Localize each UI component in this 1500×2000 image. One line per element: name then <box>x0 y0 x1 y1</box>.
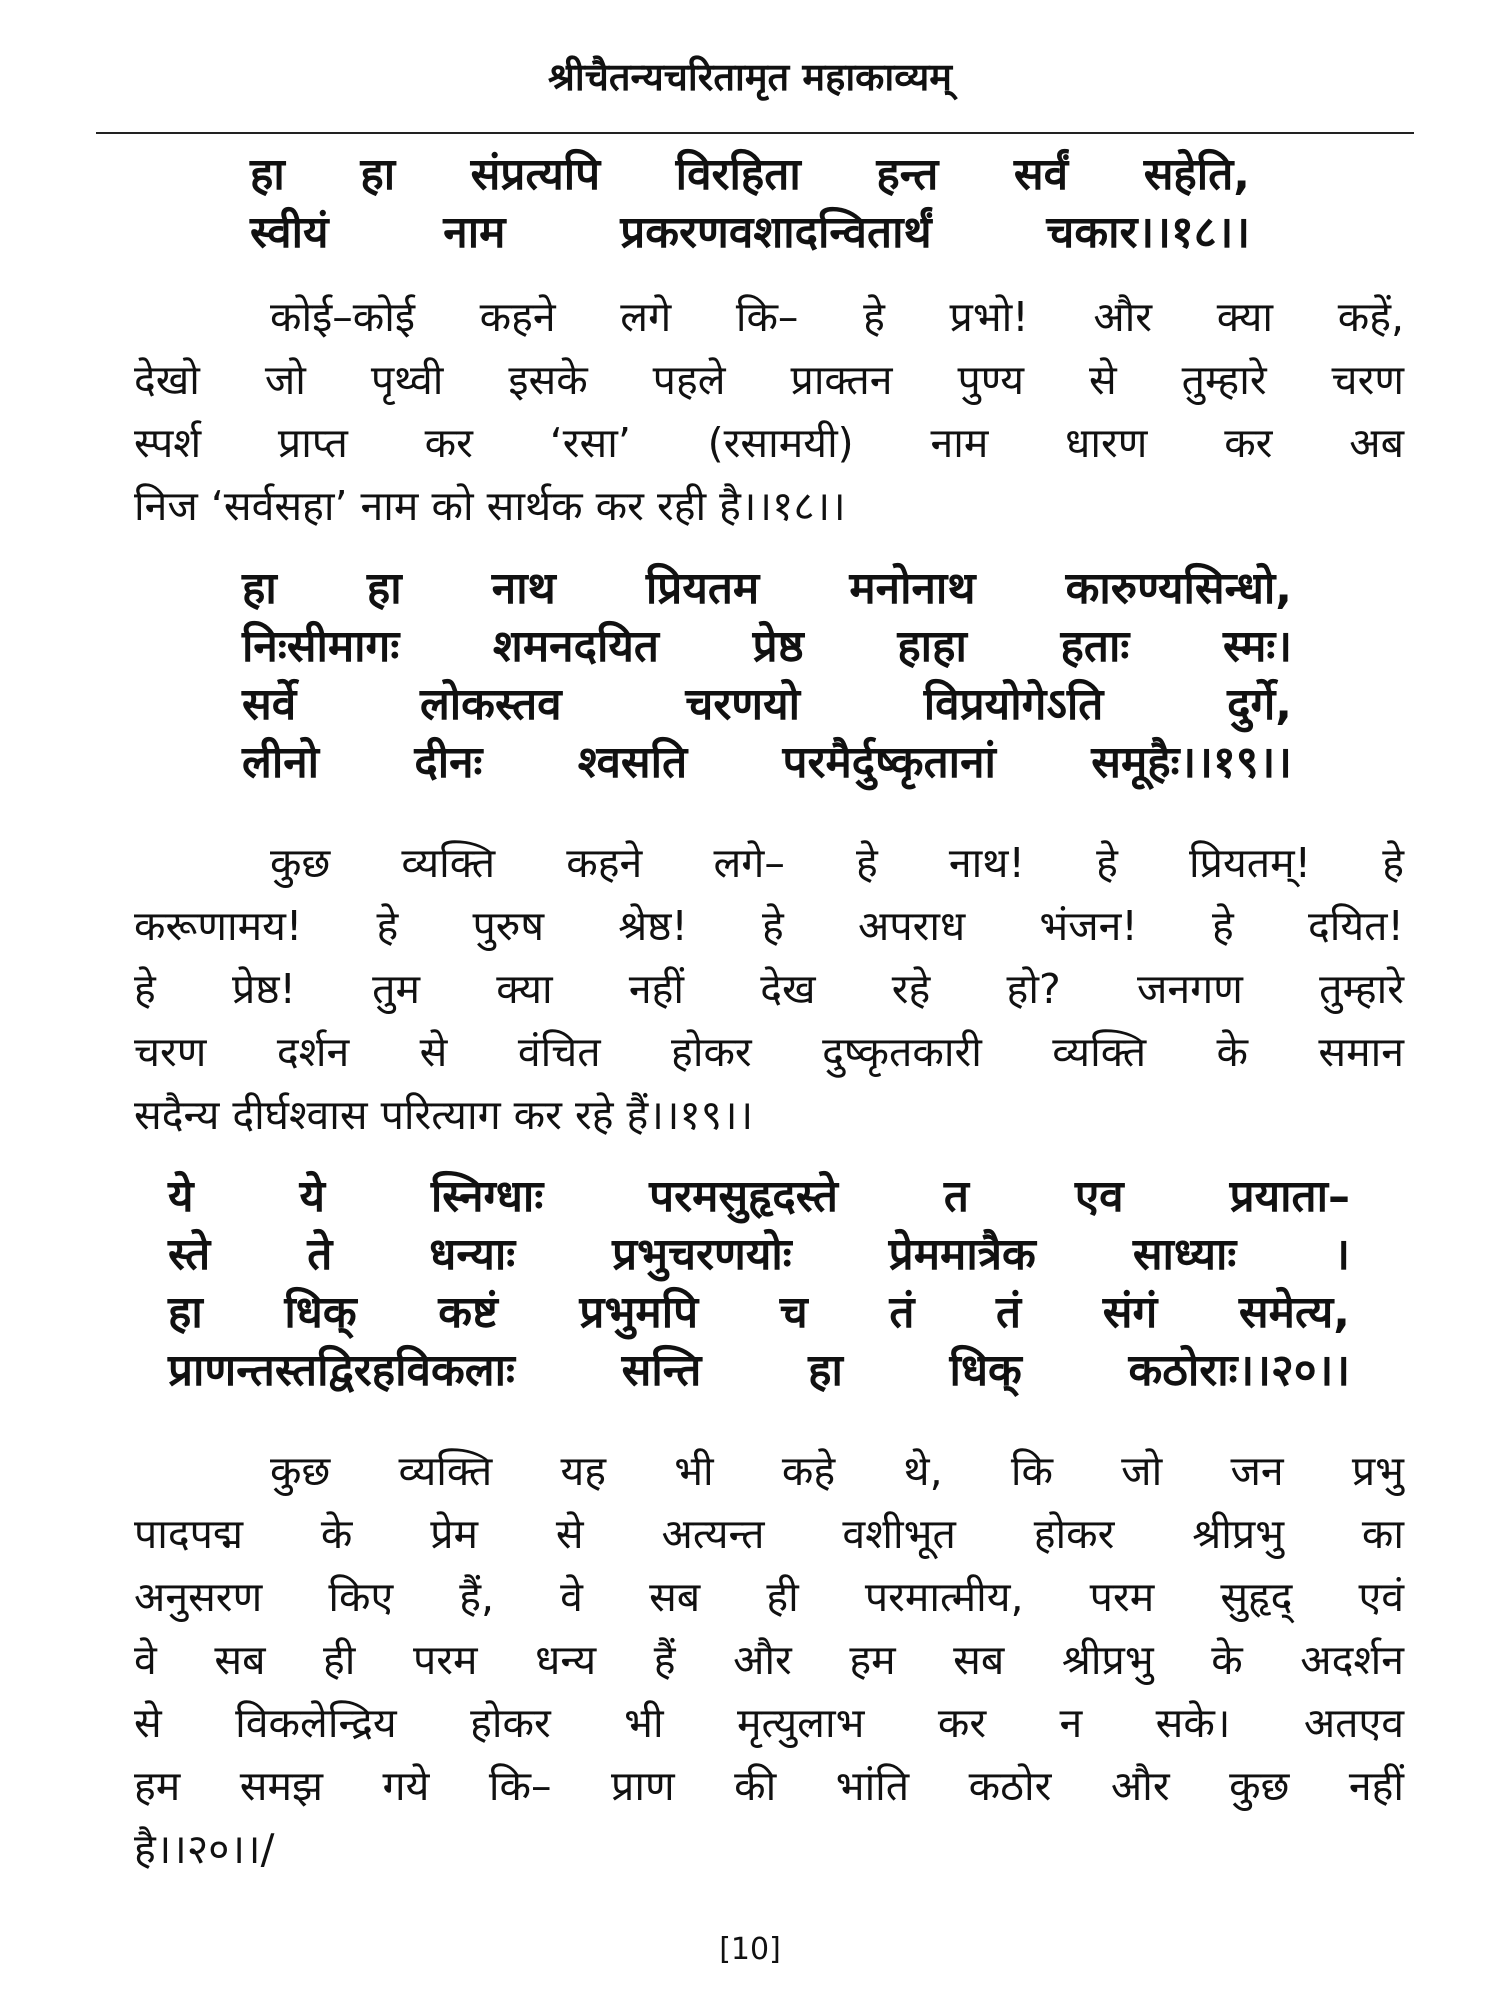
verse-18 <box>250 146 1250 262</box>
prose-line: हे प्रेष्ठ! तुम क्या नहीं देख रहे हो? जनगण तुम्हारे <box>134 965 1404 1013</box>
verse-line: हा हा नाथ प्रियतम मनोनाथ कारुण्यसिन्धो, <box>242 563 1292 614</box>
verse-line: निःसीमागः शमनदयित प्रेष्ठ हाहा हताः स्मः। <box>242 621 1292 672</box>
verse-19 <box>242 560 1292 792</box>
prose-line: वे सब ही परम धन्य हैं और हम सब श्रीप्रभु के अदर्शन <box>134 1636 1404 1684</box>
verse-line: हा हा संप्रत्यपि विरहिता हन्त सर्वं सहेति, <box>250 149 1250 200</box>
prose-line: से विकलेन्द्रिय होकर भी मृत्युलाभ कर न सके। अतएव <box>134 1699 1404 1747</box>
prose-line: हम समझ गये कि– प्राण की भांति कठोर और कुछ नहीं <box>134 1762 1404 1810</box>
page-number: [10] <box>719 1932 781 1967</box>
prose-line: कुछ व्यक्ति कहने लगे– हे नाथ! हे प्रियतम्! हे <box>270 839 1404 887</box>
prose-line: है।।२०।।/ <box>134 1825 275 1873</box>
prose-20 <box>134 1440 1404 1881</box>
prose-line: स्पर्श प्राप्त कर ‘रसा’ (रसामयी) नाम धारण कर अब <box>134 419 1404 467</box>
prose-line: अनुसरण किए हैं, वे सब ही परमात्मीय, परम सुहृद् एवं <box>134 1573 1404 1621</box>
verse-line: लीनो दीनः श्वसति परमैर्दुष्कृतानां समूहैः।।१९।। <box>242 737 1292 788</box>
verse-20 <box>168 1168 1350 1400</box>
prose-line: कुछ व्यक्ति यह भी कहे थे, कि जो जन प्रभु <box>270 1447 1404 1495</box>
verse-line: स्ते ते धन्याः प्रभुचरणयोः प्रेममात्रैक साध्याः । <box>168 1229 1350 1280</box>
page-header-title: श्रीचैतन्यचरितामृत महाकाव्यम् <box>548 55 952 99</box>
verse-line: प्राणन्तस्तद्विरहविकलाः सन्ति हा धिक् कठोराः।।२०।। <box>168 1345 1350 1396</box>
verse-line: हा धिक् कष्टं प्रभुमपि च तं तं संगं समेत्य, <box>168 1287 1350 1338</box>
prose-18 <box>134 286 1404 538</box>
prose-line: कोई–कोई कहने लगे कि– हे प्रभो! और क्या कहें, <box>270 293 1404 341</box>
prose-line: चरण दर्शन से वंचित होकर दुष्कृतकारी व्यक्ति के समान <box>134 1028 1404 1076</box>
prose-line: करूणामय! हे पुरुष श्रेष्ठ! हे अपराध भंजन! हे दयित! <box>134 902 1404 950</box>
header-divider <box>96 132 1414 134</box>
prose-line: सदैन्य दीर्घश्वास परित्याग कर रहे हैं।।१९।। <box>134 1091 754 1139</box>
verse-line: ये ये स्निग्धाः परमसुहृदस्ते त एव प्रयाता– <box>168 1171 1350 1222</box>
verse-line: स्वीयं नाम प्रकरणवशादन्वितार्थं चकार।।१८।। <box>250 207 1250 258</box>
prose-line: पादपद्म के प्रेम से अत्यन्त वशीभूत होकर श्रीप्रभु का <box>134 1510 1404 1558</box>
prose-line: निज ‘सर्वसहा’ नाम को सार्थक कर रही है।।१८।। <box>134 482 846 530</box>
prose-19 <box>134 832 1404 1147</box>
verse-line: सर्वे लोकस्तव चरणयो विप्रयोगेऽति दुर्गे, <box>242 679 1292 730</box>
prose-line: देखो जो पृथ्वी इसके पहले प्राक्तन पुण्य से तुम्हारे चरण <box>134 356 1404 404</box>
